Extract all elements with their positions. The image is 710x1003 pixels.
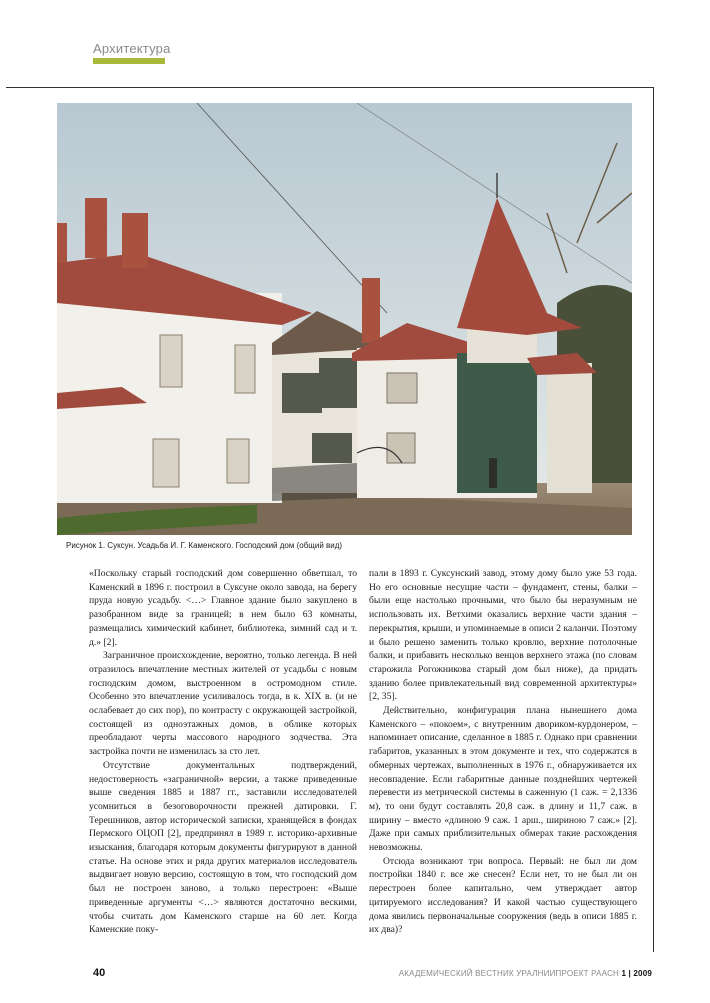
manor-house-photo xyxy=(57,103,632,535)
section-label: Архитектура xyxy=(93,41,171,56)
text-column-left xyxy=(89,567,357,937)
page-number: 40 xyxy=(93,967,106,979)
section-accent-bar xyxy=(93,58,165,64)
frame-right-rule xyxy=(653,87,654,952)
paragraph: Действительно, конфигурация плана нынешнего дома Каменского – «покоем», с внутренним двориком-курдонером, – напоминает описание, сделанное в 1885 г. Однако при сравнении габаритов, указанных в этом документе и тех, что содержатся в обмерных чертежах, выполненных в 1976 г., обнаруживается их несовпадение. Если габаритные данные позднейших чертежей перевести из метрической системы в саженную (1 саж. = 2,1336 м), то они будут составлять 20,8 саж. в длину и 11,7 саж. в ширину – вместо «длиною 9 саж. 1 арш., шириною 7 саж.» [2]. Даже при самых приблизительных обмерах такие расхождения невозможны. xyxy=(369,705,637,854)
frame-top-rule xyxy=(6,87,654,88)
journal-footer xyxy=(399,969,652,978)
paragraph: Отсюда возникают три вопроса. Первый: не был ли дом постройки 1840 г. все же снесен? Если нет, то не был ли он перестроен более капитально, чем утверждает автор цитируемого исследования? И какой частью существующего дома явились первоначальные сооружения (ведь в описи 1885 г. их два)? xyxy=(369,855,637,936)
text-column-right xyxy=(369,567,637,937)
figure-photo xyxy=(57,103,632,535)
issue-number: 1 | 2009 xyxy=(621,969,652,978)
figure-caption: Рисунок 1. Суксун. Усадьба И. Г. Каменского. Господский дом (общий вид) xyxy=(66,541,343,550)
paragraph: пали в 1893 г. Суксунский завод, этому дому было уже 53 года. Но его основные несущие части – фундамент, стены, балки – были еще настолько прочными, что было бы неразумным не использовать их. Ветхими оказались верхние части здания – перекрытия, крыши, и упоминаемые в описи 2 каланчи. Поэтому и было решено заменить только кровлю, верхние потолочные балки, и прибавить несколько венцов верхнего этажа (по словам старожила Рогожникова старый дом был ниже), да придать зданию более привлекательный вид современной архитектуры» [2, 35]. xyxy=(369,568,637,703)
paragraph: Отсутствие документальных подтверждений, недостоверность «заграничной» версии, а также приведенные выше сведения 1885 и 1887 гг., заставили исследователей усомниться в безоговорочности прежней датировки. Г. Терешников, автор исторической записки, хранящейся в фондах Пермского ОЦОП [2], предпринял в 1989 г. историко-архивные изыскания, благодаря которым документы фигурируют в данной статье. На основе этих и ряда других материалов исследователь выдвигает новую версию, состоящую в том, что господский дом был не построен заново, а только перестроен: «Выше приведенные аргументы <…> являются достаточно вескими, чтобы считать дом Каменского старше на 60 лет. Когда Каменские поку- xyxy=(89,759,357,936)
paragraph: «Поскольку старый господский дом совершенно обветшал, то Каменский в 1896 г. построил в Суксуне около завода, на берегу пруда новую усадьбу. <…> Главное здание было закуплено в разобранном виде за границей; в нем было 63 комнаты, размещались химический кабинет, библиотека, зимний сад и т. д.» [2]. xyxy=(89,568,357,648)
paragraph: Заграничное происхождение, вероятно, только легенда. В ней отразилось впечатление местных жителей от усадьбы с новым господским домом, выстроенном в остромодном стиле. Особенно это впечатление усиливалось тогда, в к. XIX в. (и не ослабевает до сих пор), по контрасту с окружающей застройкой, состоящей из одноэтажных домов, в облике которых преобладают черты массового народного зодчества. Эта застройка почти не изменилась за сто лет. xyxy=(89,650,357,758)
journal-name: АКАДЕМИЧЕСКИЙ ВЕСТНИК УРАЛНИИПРОЕКТ РААСН xyxy=(398,969,622,978)
